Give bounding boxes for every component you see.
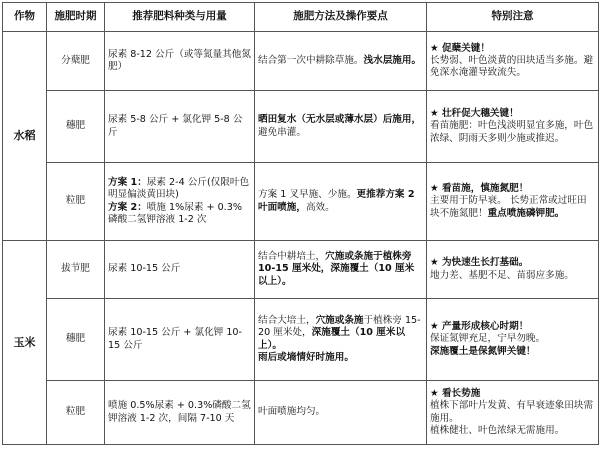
note-text: 地力差、基肥不足、苗弱应多施。 (430, 269, 574, 281)
method-cell (255, 91, 427, 163)
table-row (3, 299, 599, 381)
note-line: 植株下部叶片发黄、有早衰迹象田块需施用。 (430, 400, 594, 424)
note-text: 长势弱、叶色淡黄的田块适当多施。避免深水淹灌导致流失。 (430, 54, 594, 79)
note-title: ★ 产量形成核心时期！ (430, 321, 529, 333)
method-text: 于植株旁 15-20 厘米处， (258, 315, 421, 339)
plan1-text: 尿素 2-4 公斤(仅限叶色明显偏淡黄田块) (108, 177, 250, 201)
fertilizer-cell: 尿素 10-15 公斤 + 氯化钾 10-15 公斤 (105, 299, 255, 381)
method-text-bold: 穴施或条施于植株旁 10-15 厘米处，深施覆土（10 厘米以上）。 (258, 251, 415, 287)
note-cell (427, 91, 599, 163)
note-cell (427, 381, 599, 445)
table-row (3, 241, 599, 299)
method-cell (255, 299, 427, 381)
header-period: 施肥时期 (47, 3, 105, 32)
note-cell (427, 299, 599, 381)
method-cell (255, 32, 427, 91)
method-text-bold: 雨后或墒情好时施用。 (258, 351, 354, 363)
fertilizer-cell: 尿素 5-8 公斤 + 氯化钾 5-8 公斤 (105, 91, 255, 163)
period-cell: 穗肥 (47, 91, 105, 163)
period-cell: 穗肥 (47, 299, 105, 381)
method-cell (255, 163, 427, 241)
table-row (3, 91, 599, 163)
method-text: 方案 1 叉早施、少施。 (258, 189, 357, 201)
plan2-label: 方案 2： (108, 201, 147, 213)
note-title: ★ 看长势施 (430, 388, 481, 400)
method-text-end: 高效。 (305, 201, 335, 213)
note-text: 看苗施肥：叶色浅淡明显宜多施，叶色浓绿、阴雨天多则少施或推迟。 (430, 120, 594, 144)
header-method: 施肥方法及操作要点 (255, 3, 427, 32)
note-text: 保证氮钾充足，宁早勿晚。 (430, 333, 546, 345)
method-text: 结合第一次中耕除草施。 (258, 54, 364, 66)
fertilizer-cell: 喷施 0.5%尿素 + 0.3%磷酸二氢钾溶液 1-2 次，间隔 7-10 天 (105, 381, 255, 445)
note-text-bold: 深施覆土是保氮钾关键！ (430, 345, 536, 357)
header-fertilizer: 推荐肥料种类与用量 (105, 3, 255, 32)
note-line: 植株健壮、叶色浓绿无需施用。 (430, 424, 565, 436)
note-line-bold: 重点喷施磷钾肥。 (487, 207, 565, 219)
note-title: ★ 促蘖关键！ (430, 42, 490, 54)
note-title: ★ 为快速生长打基础。 (430, 257, 529, 269)
method-text-bold: 深施覆土（10 厘米以上）。 (258, 327, 406, 351)
header-crop: 作物 (3, 3, 47, 32)
table-row (3, 381, 599, 445)
fertilizer-cell (105, 163, 255, 241)
header-note: 特别注意 (427, 3, 599, 32)
note-cell (427, 163, 599, 241)
note-line: 主要用于防早衰。 (430, 195, 507, 207)
fertilization-table (2, 2, 599, 445)
note-line: 长势正常或过旺田块不施氮肥！ (430, 195, 587, 219)
fertilizer-cell: 尿素 10-15 公斤 (105, 241, 255, 299)
crop-rice: 水稻 (3, 32, 47, 241)
table-row (3, 32, 599, 91)
method-text-bold: 穴施或条施 (315, 315, 364, 327)
table-row (3, 163, 599, 241)
note-title: ★ 壮秆促大穗关键！ (430, 108, 519, 120)
period-cell: 粒肥 (47, 381, 105, 445)
method-text-bold: 更推荐方案 2 叶面喷施， (258, 189, 415, 213)
plan2-text: 喷施 1%尿素 + 0.3%磷酸二氢钾溶液 1-2 次 (108, 201, 242, 225)
period-cell: 拔节肥 (47, 241, 105, 299)
note-cell (427, 32, 599, 91)
method-cell (255, 241, 427, 299)
note-title: ★ 看苗施，慎施氮肥！ (430, 183, 529, 195)
table-header-row (3, 3, 599, 32)
period-cell: 粒肥 (47, 163, 105, 241)
fertilizer-cell: 尿素 8-12 公斤（或等氮量其他氮肥） (105, 32, 255, 91)
crop-corn: 玉米 (3, 241, 47, 445)
plan1-label: 方案 1： (108, 177, 147, 189)
method-cell: 叶面喷施均匀。 (255, 381, 427, 445)
note-cell (427, 241, 599, 299)
method-text: 避免串灌。 (258, 126, 306, 138)
period-cell: 分蘖肥 (47, 32, 105, 91)
method-text: 结合中耕培土， (258, 251, 326, 263)
method-text: 结合大培土， (258, 315, 316, 327)
method-text-bold: 晒田复水（无水层或薄水层）后施用， (258, 114, 422, 126)
method-text-bold: 浅水层施用。 (363, 54, 422, 66)
